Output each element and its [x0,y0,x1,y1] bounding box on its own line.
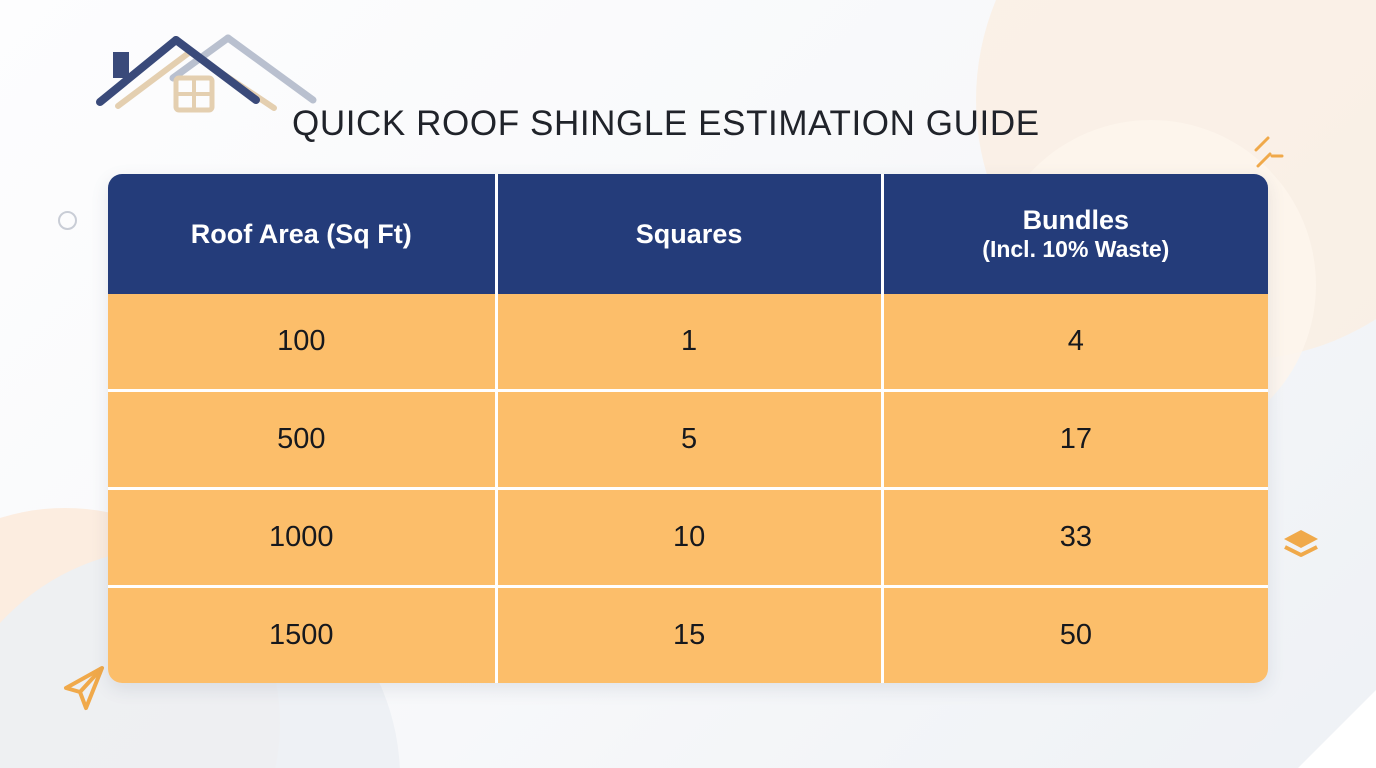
cell-squares: 1 [496,294,882,391]
cell-bundles: 33 [882,489,1268,587]
table-header-row [108,174,1268,294]
table-header-cell-roof-area [108,174,496,294]
table-header-cell-squares [496,174,882,294]
page-title: QUICK ROOF SHINGLE ESTIMATION GUIDE [292,104,1040,143]
spark-lines-icon [1252,136,1288,172]
cell-roof-area: 500 [108,391,496,489]
table-row [108,489,1268,587]
corner-fold-decoration [1298,690,1376,768]
cell-bundles: 4 [882,294,1268,391]
cell-roof-area: 1000 [108,489,496,587]
estimation-table-container [108,174,1268,683]
table-row [108,391,1268,489]
paper-plane-icon [56,660,112,716]
table-body [108,294,1268,683]
table-row [108,587,1268,684]
cell-roof-area: 1500 [108,587,496,684]
header-label-squares: Squares [635,218,743,249]
cell-bundles: 17 [882,391,1268,489]
cell-roof-area: 100 [108,294,496,391]
header-label-bundles: Bundles [1022,205,1130,235]
cell-squares: 15 [496,587,882,684]
table-header [108,174,1268,294]
table-row [108,294,1268,391]
cell-squares: 10 [496,489,882,587]
estimation-table [108,174,1268,683]
header-label-roof-area: Roof Area (Sq Ft) [190,218,412,249]
circle-outline-icon [58,211,77,230]
house-roof-logo-icon [78,30,328,120]
cell-squares: 5 [496,391,882,489]
header-sublabel-bundles-waste: (Incl. 10% Waste) [982,236,1170,263]
cell-bundles: 50 [882,587,1268,684]
layers-stack-icon [1282,528,1320,562]
table-header-cell-bundles [882,174,1268,294]
